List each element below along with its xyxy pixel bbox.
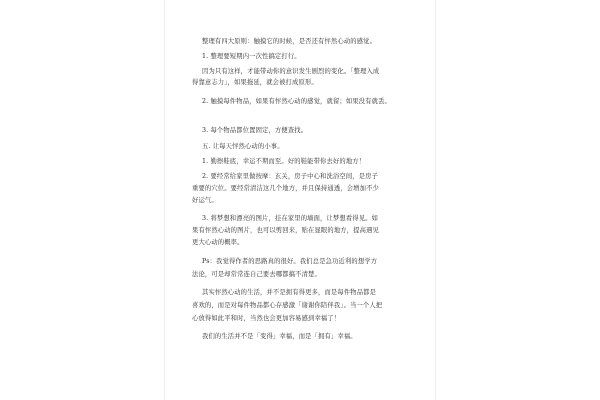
text-line: Ps：我觉得作者的思路真的很好。我们总是急功近利的想学方 [202, 258, 378, 265]
text-line: 喜欢的，而是对每件物品都心存感激「谢谢你陪伴我」。当一个人把 [192, 302, 383, 309]
text-line: 心放得如此平和时，当然也会更加容易感到幸福了！ [192, 315, 341, 322]
text-line: 3. 每个物品都位置固定，方便查找。 [202, 127, 308, 134]
text-line: 其实怦然心动的生活，并不是拥有得更多，而是每件物品都是 [202, 289, 377, 296]
text-line: 3. 将梦想和漂亮的图片，挂在家里的墙面，让梦想看得见。如 [202, 215, 379, 222]
text-line: 更大心动的概率。 [192, 239, 244, 246]
text-line: 1. 整理要短期内一次性搞定打行。 [202, 53, 301, 60]
text-line: 整理有四大原则：触摸它的时候，是否还有怦然心动的感觉。 [202, 38, 377, 45]
text-line: 2. 要经常给家里做按摩：玄关，房子中心和洗浴空间，是房子 [202, 173, 379, 180]
text-line: 2. 触摸每件物品，如果有怦然心动的感觉，就留；如果没有就丢。 [202, 98, 391, 105]
text-line: 因为只有这样，才能带动你的意识发生剧烈的变化。「整理入成 [202, 68, 380, 75]
section-heading: 五. 让每天怦然心动的小事。 [202, 143, 284, 150]
text-line: 果有怦然心动的图片，也可以剪回来，贴在显眼的地方，提高遇见 [192, 227, 379, 234]
text-line: 法论，可是却常常连自己要去哪都搞不清楚。 [192, 271, 321, 278]
text-line: 好运气。 [192, 197, 218, 204]
text-line: 1. 勤擦鞋底，幸运不期而至。好的鞋能带你去好的地方！ [202, 158, 366, 165]
text-line: 我们的生活并不是「变得」幸福，而是「拥有」幸福。 [202, 333, 357, 340]
text-line: 重要的穴位。要经常清洁这几个地方，并且保持通透，会增加不少 [192, 185, 379, 192]
text-line: 得靠意志力」，如果拖延，就会被打成原形。 [192, 79, 318, 86]
